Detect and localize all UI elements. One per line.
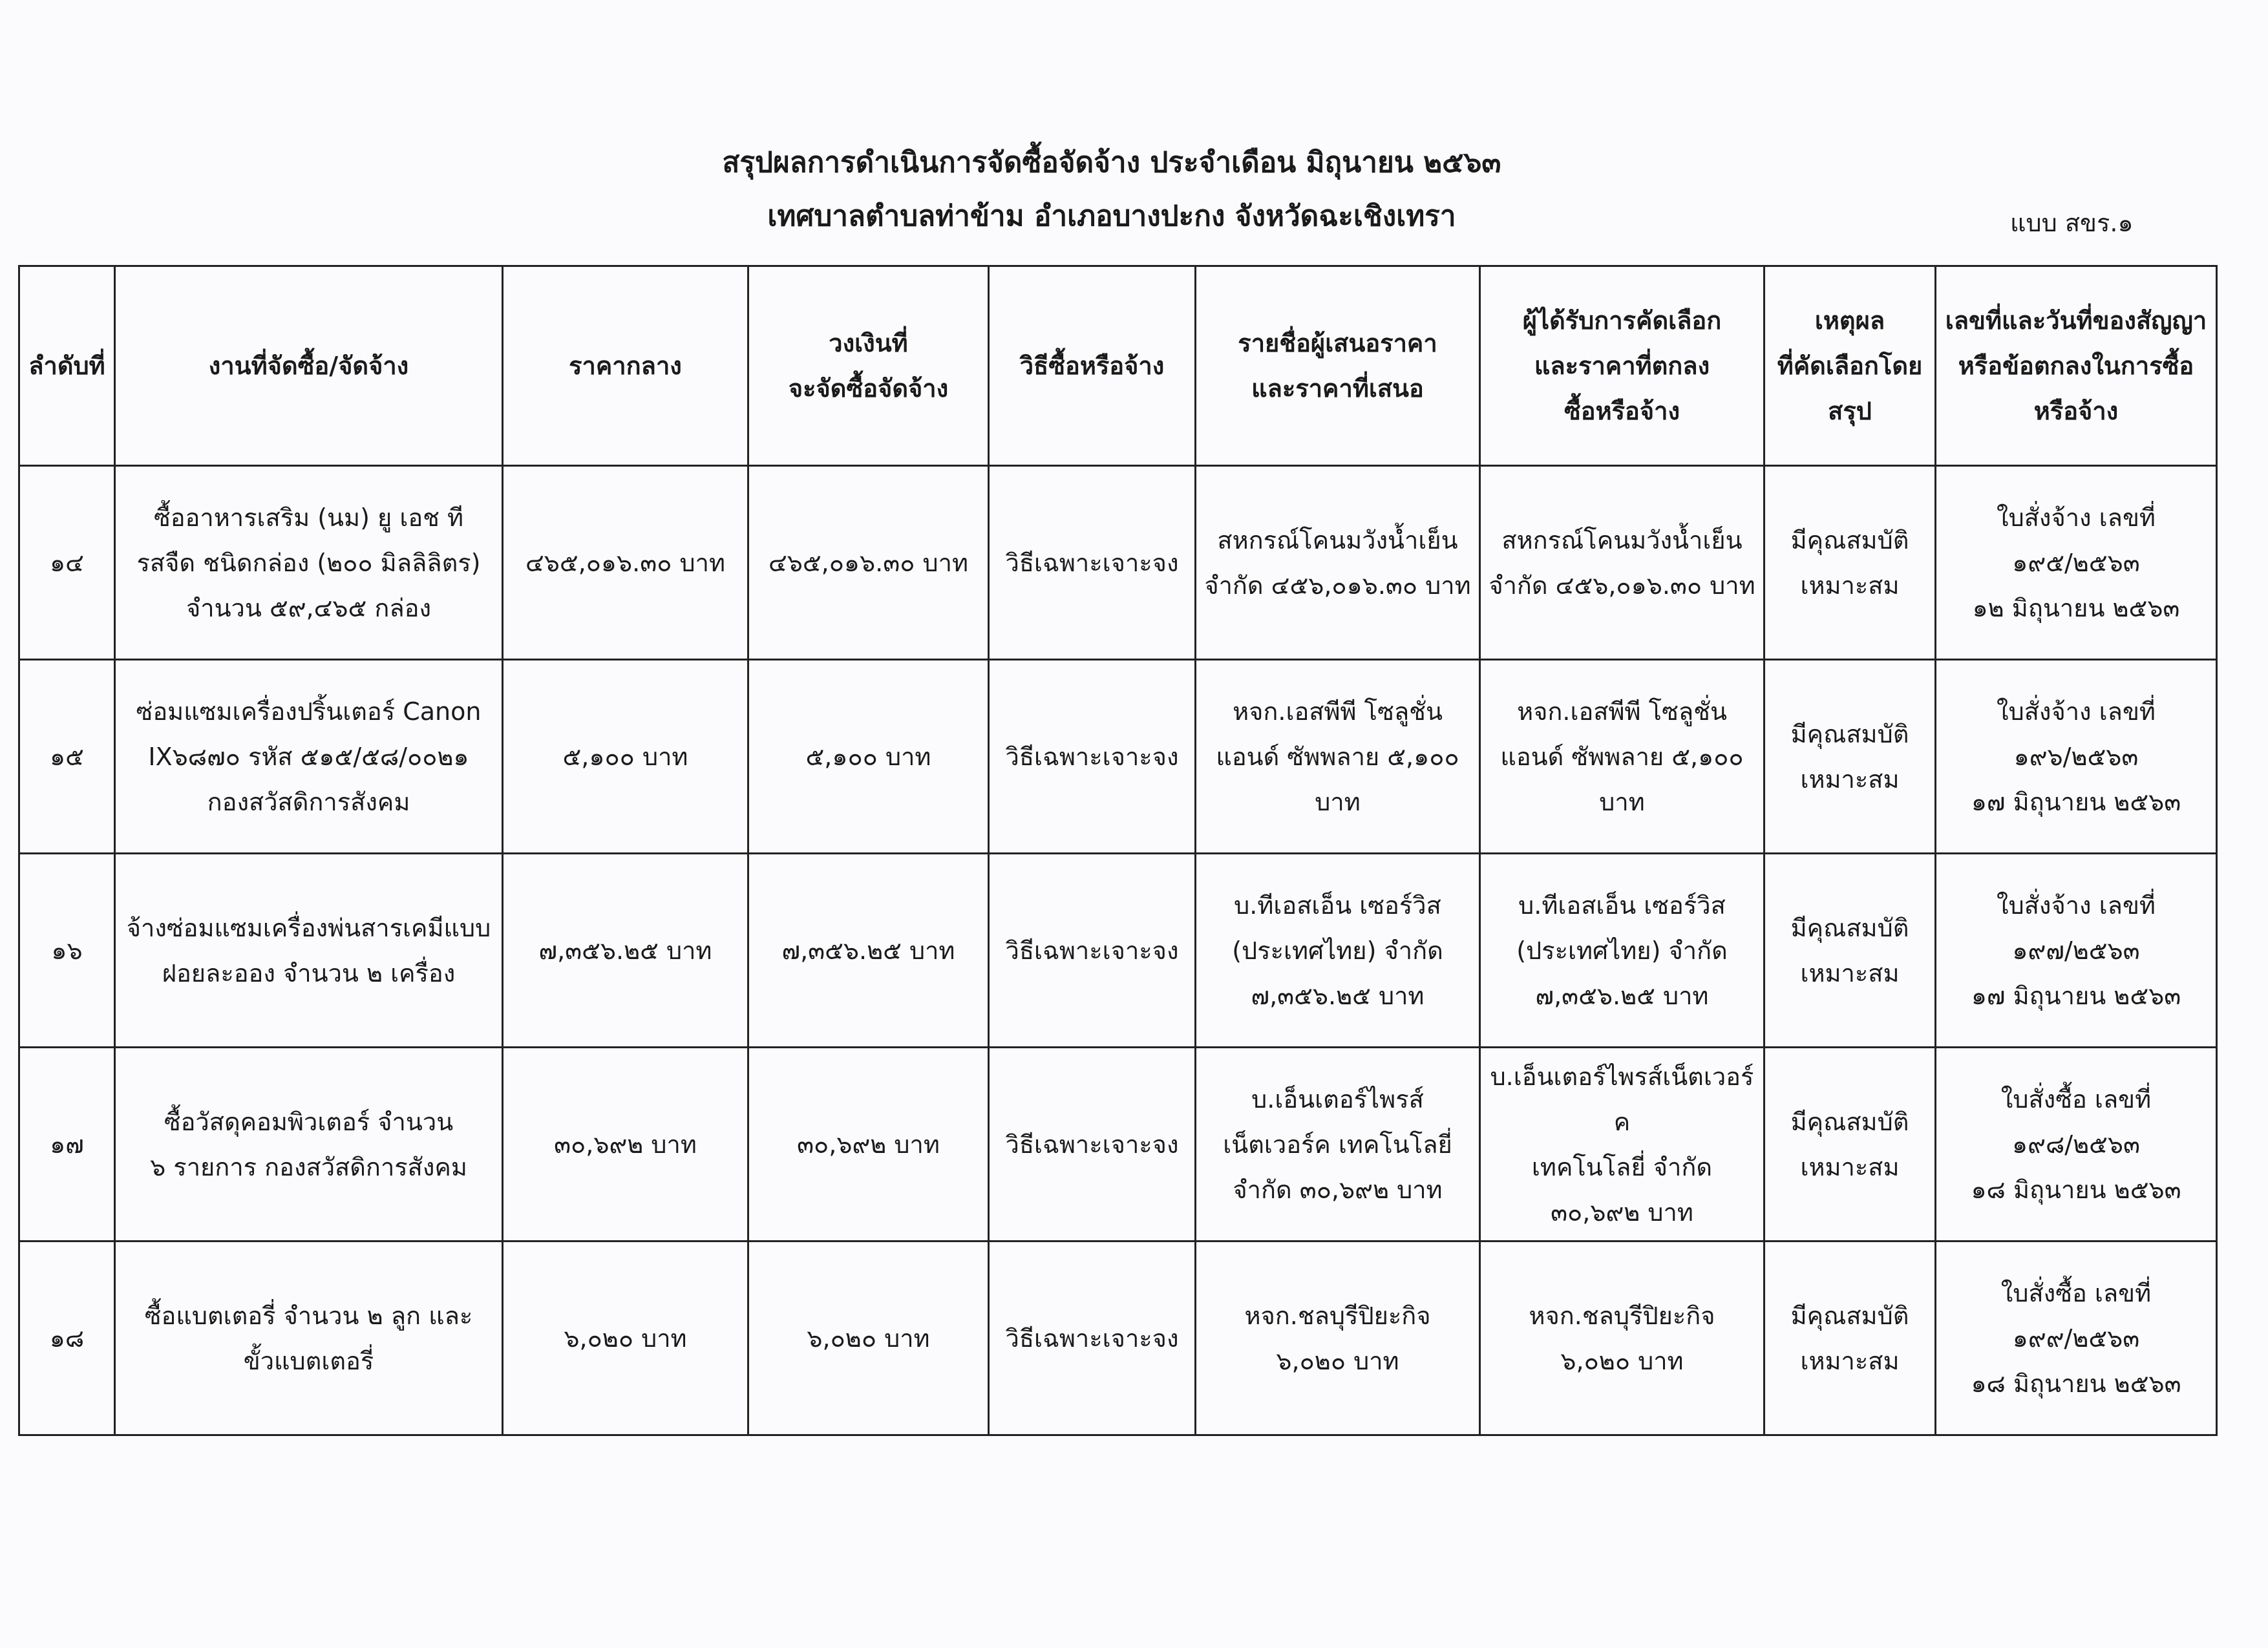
cell-winner-line: หจก.ชลบุรีปิยะกิจ [1529,1301,1715,1330]
cell-bidders-line: (ประเทศไทย) จำกัด [1232,936,1443,965]
cell-item-line: ฝอยละออง จำนวน ๒ เครื่อง [162,958,456,988]
header-winner-line: ผู้ได้รับการคัดเลือก [1522,306,1722,335]
cell-item-line: ซ่อมแซมเครื่องปริ้นเตอร์ Canon [136,697,482,726]
cell-winner-line: สหกรณ์โคนมวังน้ำเย็น [1501,525,1743,555]
cell-contract-line: ใบสั่งจ้าง เลขที่ [1997,891,2156,920]
cell-item-line: รสจืด ชนิดกล่อง (๒๐๐ มิลลิลิตร) [136,548,481,577]
cell-reason-line: มีคุณสมบัติ [1790,1107,1909,1136]
header-contract-line: หรือจ้าง [2033,397,2119,425]
cell-item [115,1241,503,1435]
cell-bidders-line: สหกรณ์โคนมวังน้ำเย็น [1217,525,1458,555]
cell-reason-line: เหมาะสม [1800,1152,1900,1181]
table-row [19,1048,2217,1241]
cell-contract-line: ๑๘ มิถุนายน ๒๕๖๓ [1971,1175,2181,1204]
cell-bidders-line: แอนด์ ซัพพลาย ๕,๑๐๐ [1216,742,1459,771]
cell-method: วิธีเฉพาะเจาะจง [989,1241,1196,1435]
cell-reason-line: เหมาะสม [1800,1346,1900,1375]
header-budget [748,266,989,466]
cell-winner-line: บ.ทีเอสเอ็น เซอร์วิส [1518,891,1726,920]
cell-contract-line: ๑๙๕/๒๕๖๓ [2012,548,2140,577]
cell-winner [1480,466,1765,660]
document-title: สรุปผลการดำเนินการจัดซื้อจัดจ้าง ประจำเดือน มิถุนายน ๒๕๖๓ [722,146,1501,179]
table-header-row [19,266,2217,466]
cell-contract-line: ใบสั่งจ้าง เลขที่ [1997,503,2156,532]
cell-winner [1480,854,1765,1048]
cell-item-line: IX๖๘๗๐ รหัส ๕๑๕/๕๘/๐๐๒๑ [148,742,469,771]
header-reason-line: สรุป [1828,397,1872,425]
header-winner-line: และราคาที่ตกลง [1534,352,1710,380]
cell-reason-line: เหมาะสม [1800,958,1900,988]
cell-no: ๑๖ [19,854,115,1048]
cell-bidders-line: บ.ทีเอสเอ็น เซอร์วิส [1234,891,1441,920]
cell-reason-line: มีคุณสมบัติ [1790,525,1909,555]
cell-winner-line: ๓๐,๖๙๒ บาท [1551,1198,1693,1227]
cell-winner-line: แอนด์ ซัพพลาย ๕,๑๐๐ [1500,742,1744,771]
header-item: งานที่จัดซื้อ/จัดจ้าง [115,266,503,466]
header-contract-line: หรือข้อตกลงในการซื้อ [1958,352,2194,380]
cell-bidders-line: บ.เอ็นเตอร์ไพรส์ [1251,1084,1424,1114]
cell-method: วิธีเฉพาะเจาะจง [989,466,1196,660]
cell-item-line: ซื้อแบตเตอรี่ จำนวน ๒ ลูก และ [144,1301,473,1330]
cell-reason-line: มีคุณสมบัติ [1790,913,1909,942]
cell-reason-line: มีคุณสมบัติ [1790,719,1909,748]
cell-reason-line: เหมาะสม [1800,571,1900,600]
table-row [19,660,2217,854]
cell-reason [1765,1048,1936,1241]
cell-budget: ๖,๐๒๐ บาท [748,1241,989,1435]
cell-contract [1936,854,2217,1048]
cell-winner-line: บ.เอ็นเตอร์ไพรส์เน็ตเวอร์ค [1490,1062,1754,1136]
cell-reason [1765,854,1936,1048]
cell-no: ๑๘ [19,1241,115,1435]
cell-winner [1480,1048,1765,1241]
cell-median-price: ๖,๐๒๐ บาท [503,1241,748,1435]
cell-contract [1936,1048,2217,1241]
cell-bidders-line: ๗,๓๕๖.๒๕ บาท [1251,981,1425,1010]
cell-bidders [1196,1048,1480,1241]
cell-contract-line: ใบสั่งซื้อ เลขที่ [2000,1084,2152,1114]
cell-item-line: จ้างซ่อมแซมเครื่องพ่นสารเคมีแบบ [126,913,491,942]
cell-contract-line: ๑๙๙/๒๕๖๓ [2012,1324,2140,1353]
cell-item [115,1048,503,1241]
cell-item-line: ๖ รายการ กองสวัสดิการสังคม [150,1152,467,1181]
cell-bidders-line: จำกัด ๓๐,๖๙๒ บาท [1233,1175,1443,1204]
procurement-table [18,265,2218,1436]
cell-contract-line: ๑๙๘/๒๕๖๓ [2012,1130,2140,1159]
cell-winner-line: หจก.เอสพีพี โซลูชั่น [1517,697,1727,726]
header-winner [1480,266,1765,466]
cell-contract-line: ๑๗ มิถุนายน ๒๕๖๓ [1971,787,2181,816]
form-code: แบบ สขร.๑ [2010,209,2134,237]
cell-contract-line: ใบสั่งซื้อ เลขที่ [2000,1278,2152,1307]
cell-reason [1765,466,1936,660]
cell-contract-line: ๑๘ มิถุนายน ๒๕๖๓ [1971,1369,2181,1398]
cell-median-price: ๕,๑๐๐ บาท [503,660,748,854]
cell-reason [1765,1241,1936,1435]
header-contract-line: เลขที่และวันที่ของสัญญา [1945,306,2207,335]
cell-no: ๑๔ [19,466,115,660]
header-winner-line: ซื้อหรือจ้าง [1563,397,1680,425]
cell-contract-line: ๑๙๗/๒๕๖๓ [2012,936,2140,965]
cell-contract-line: ๑๙๖/๒๕๖๓ [2013,742,2139,771]
header-median-price: ราคากลาง [503,266,748,466]
cell-bidders [1196,660,1480,854]
header-bidders-line: รายชื่อผู้เสนอราคา [1238,329,1437,357]
cell-contract [1936,1241,2217,1435]
cell-contract-line: ๑๗ มิถุนายน ๒๕๖๓ [1971,981,2181,1010]
cell-winner [1480,1241,1765,1435]
cell-item [115,466,503,660]
cell-reason-line: มีคุณสมบัติ [1790,1301,1909,1330]
cell-method: วิธีเฉพาะเจาะจง [989,1048,1196,1241]
cell-bidders-line: จำกัด ๔๕๖,๐๑๖.๓๐ บาท [1204,571,1471,600]
cell-budget: ๔๖๕,๐๑๖.๓๐ บาท [748,466,989,660]
header-bidders [1196,266,1480,466]
cell-item-line: ซื้ออาหารเสริม (นม) ยู เอช ที [153,503,464,532]
cell-no: ๑๗ [19,1048,115,1241]
header-budget-line: วงเงินที่ [829,329,908,357]
cell-bidders [1196,466,1480,660]
cell-item-line: ขั้วแบตเตอรี่ [243,1346,374,1375]
header-budget-line: จะจัดซื้อจัดจ้าง [788,374,949,403]
document-subtitle: เทศบาลตำบลท่าข้าม อำเภอบางปะกง จังหวัดฉะเชิงเทรา [767,200,1456,233]
cell-winner-line: ๖,๐๒๐ บาท [1560,1346,1684,1375]
cell-contract-line: ๑๒ มิถุนายน ๒๕๖๓ [1972,593,2180,622]
header-contract [1936,266,2217,466]
cell-item [115,854,503,1048]
cell-bidders-line: หจก.ชลบุรีปิยะกิจ [1244,1301,1431,1330]
cell-winner-line: (ประเทศไทย) จำกัด [1516,936,1728,965]
cell-median-price: ๗,๓๕๖.๒๕ บาท [503,854,748,1048]
header-reason-line: ที่คัดเลือกโดย [1777,352,1923,380]
cell-item [115,660,503,854]
cell-method: วิธีเฉพาะเจาะจง [989,854,1196,1048]
table-row [19,1241,2217,1435]
cell-budget: ๕,๑๐๐ บาท [748,660,989,854]
header-reason-line: เหตุผล [1814,306,1885,335]
cell-no: ๑๕ [19,660,115,854]
cell-bidders-line: หจก.เอสพีพี โซลูชั่น [1233,697,1443,726]
header-no: ลำดับที่ [19,266,115,466]
table-row [19,466,2217,660]
cell-budget: ๗,๓๕๖.๒๕ บาท [748,854,989,1048]
cell-item-line: กองสวัสดิการสังคม [207,787,410,816]
cell-bidders [1196,854,1480,1048]
cell-reason [1765,660,1936,854]
cell-median-price: ๓๐,๖๙๒ บาท [503,1048,748,1241]
cell-contract [1936,466,2217,660]
cell-contract [1936,660,2217,854]
header-bidders-line: และราคาที่เสนอ [1251,374,1424,403]
cell-method: วิธีเฉพาะเจาะจง [989,660,1196,854]
cell-winner-line: จำกัด ๔๕๖,๐๑๖.๓๐ บาท [1489,571,1755,600]
cell-bidders-line: เน็ตเวอร์ค เทคโนโลยี่ [1223,1130,1452,1159]
cell-item-line: ซื้อวัสดุคอมพิวเตอร์ จำนวน [164,1107,454,1136]
cell-winner-line: บาท [1599,787,1645,816]
cell-median-price: ๔๖๕,๐๑๖.๓๐ บาท [503,466,748,660]
cell-bidders-line: บาท [1315,787,1361,816]
cell-winner [1480,660,1765,854]
cell-item-line: จำนวน ๕๙,๔๖๕ กล่อง [185,593,432,622]
header-method: วิธีซื้อหรือจ้าง [989,266,1196,466]
cell-winner-line: เทคโนโลยี่ จำกัด [1531,1152,1713,1181]
header-reason [1765,266,1936,466]
cell-winner-line: ๗,๓๕๖.๒๕ บาท [1535,981,1709,1010]
cell-bidders-line: ๖,๐๒๐ บาท [1276,1346,1399,1375]
table-row [19,854,2217,1048]
cell-bidders [1196,1241,1480,1435]
cell-contract-line: ใบสั่งจ้าง เลขที่ [1997,697,2156,726]
cell-reason-line: เหมาะสม [1800,765,1900,794]
cell-budget: ๓๐,๖๙๒ บาท [748,1048,989,1241]
